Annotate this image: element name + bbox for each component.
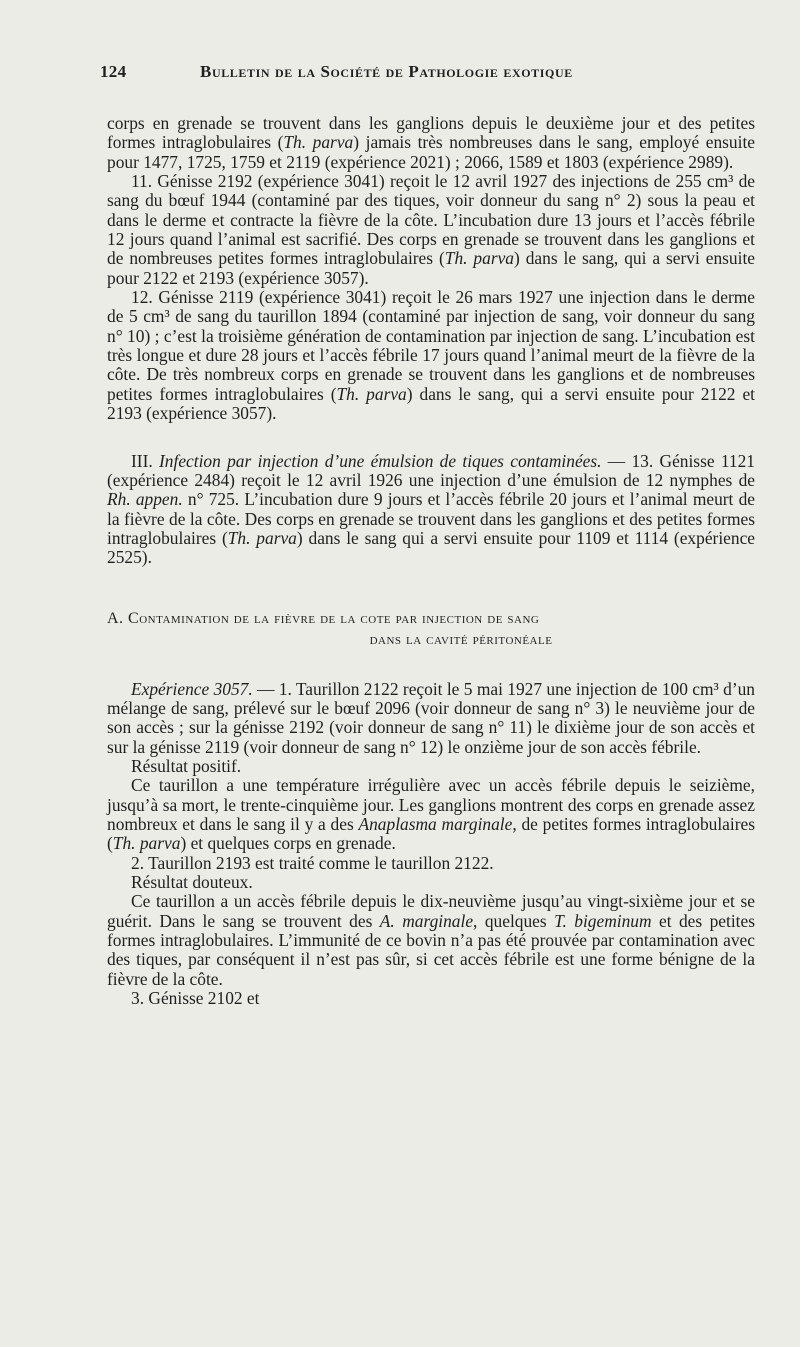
paragraph xyxy=(107,892,755,989)
text-run: Ce taurillon a une température irrégulière avec un accès fébrile depuis le seizième, jusqu’à sa mort, le trente-cinquième jour. Les ganglions montrent des corps en grenade assez nombreux et dans le sang il y a des xyxy=(107,775,755,834)
running-title: Bulletin de la Société de Pathologie exotique xyxy=(200,62,573,81)
text-run: , quelques xyxy=(473,910,555,931)
text-run: 12. Génisse 2119 (expérience 3041) reçoit le 26 mars 1927 une injection dans le derme de 5 cm³ de sang du taurillon 1894 (contaminé par injection de sang, voir donneur du sang n° 10) ; c’est la troisième génération de contamination par injection de sang. L’incubation est très longue et dure 28 jours et l’accès fébrile 17 jours quand l’animal meurt de la fièvre de la côte. De très nombreux corps en grenade se trouvent dans les ganglions et de nombreuses petites formes intraglobulaires ( xyxy=(107,287,755,404)
text-run: et des petites formes intraglobulaires. L’immunité de ce bovin n’a pas été prouvée par contamination avec des tiques, par conséquent il n’est pas sûr, si cet accès fébrile est une forme bénigne de la fièvre de la côte. xyxy=(107,910,755,989)
page-number: 124 xyxy=(100,62,127,81)
italic-text: Th. parva xyxy=(336,383,407,404)
text-run: Ce taurillon a un accès fébrile depuis le dix-neuvième jusqu’au vingt-sixième jour et se guérit. Dans le sang se trouvent des xyxy=(107,891,755,931)
italic-text: Th. parva xyxy=(112,833,181,854)
italic-text: Th. parva xyxy=(227,527,297,548)
paragraph xyxy=(107,989,755,1008)
text-block-1 xyxy=(107,114,755,568)
text-run: — 1. Taurillon 2122 reçoit le 5 mai 1927 une injection de 100 cm³ d’un mélange de sang, prélevé sur le bœuf 2096 (voir donneur de sang n° 3) le neuvième jour de son accès ; sur la génisse 2192 (voir donneur de sang n° 11) le dixième jour de son accès et sur la génisse 2119 (voir donneur de sang n° 12) le onzième jour de son accès fébrile. xyxy=(107,678,755,757)
text-run: ) jamais très nombreuses dans le sang, employé ensuite pour 1477, 1725, 1759 et 2119 (expérience 2021) ; 2066, 1589 et 1803 (expérience 2989). xyxy=(107,132,756,172)
paragraph-gap xyxy=(107,424,755,452)
text-run: 11. Génisse 2192 (expérience 3041) reçoit le 12 avril 1927 des injections de 255 cm³ de sang du bœuf 1944 (contaminé par des tiques, voir donneur du sang n° 2) sous la peau et dans le derme et contracte la fièvre de la côte. L’incubation dure 13 jours et l’accès fébrile 12 jours quand l’animal est sacrifié. Des corps en grenade se trouvent dans les ganglions et de nombreuses petites formes intraglobulaires ( xyxy=(107,171,755,269)
italic-text: Th. parva xyxy=(444,248,515,269)
article-body xyxy=(107,114,755,1008)
italic-text: Infection par injection d’une émulsion de tiques contaminées. xyxy=(159,450,602,471)
paragraph xyxy=(107,757,755,776)
paragraph xyxy=(107,452,755,568)
paragraph xyxy=(107,172,755,288)
italic-text: Anaplasma marginale xyxy=(358,813,513,834)
italic-text: T. bigeminum xyxy=(554,910,652,931)
paragraph xyxy=(107,288,755,423)
text-run: — 13. Génisse 1121 (expérience 2484) reçoit le 12 avril 1926 une injection d’une émulsion de 12 nymphes de xyxy=(107,450,755,490)
italic-text: Expérience 3057. xyxy=(131,678,253,699)
paragraph xyxy=(107,854,755,873)
text-run: 3. Génisse 2102 et xyxy=(131,988,260,1009)
text-run: ) dans le sang, qui a servi ensuite pour 2122 et 2193 (expérience 3057). xyxy=(107,248,755,288)
italic-text: Th. parva xyxy=(283,132,354,153)
paragraph xyxy=(107,873,755,892)
text-run: III. xyxy=(131,450,160,471)
paragraph xyxy=(107,114,755,172)
section-heading-line-2: dans la cavité péritonéale xyxy=(369,630,553,648)
text-run: ) et quelques corps en grenade. xyxy=(180,833,396,854)
text-run: Résultat douteux. xyxy=(131,872,253,892)
text-block-2 xyxy=(107,680,755,1009)
text-run: ) dans le sang qui a servi ensuite pour 1109 et 1114 (expérience 2525). xyxy=(107,527,756,568)
paragraph xyxy=(107,680,755,757)
paragraph xyxy=(107,776,755,853)
italic-text: A. marginale xyxy=(379,910,474,931)
text-run: 2. Taurillon 2193 est traité comme le taurillon 2122. xyxy=(131,852,494,873)
text-run: Résultat positif. xyxy=(131,755,242,776)
text-run: , de petites formes intraglobulaires ( xyxy=(107,813,755,854)
italic-text: Rh. appen. xyxy=(107,489,183,510)
text-run: n° 725. L’incubation dure 9 jours et l’accès fébrile 20 jours et l’animal meurt de la fièvre de la côte. Des corps en grenade se trouvent dans les ganglions et des petites formes intraglobulaires ( xyxy=(107,489,755,548)
text-run: corps en grenade se trouvent dans les ganglions depuis le deuxième jour et des petites formes intraglobulaires ( xyxy=(107,113,755,153)
section-heading-line-1: A. Contamination de la fièvre de la cote par injection de sang xyxy=(107,609,540,627)
section-heading xyxy=(107,608,755,650)
text-run: ) dans le sang, qui a servi ensuite pour 2122 et 2193 (expérience 3057). xyxy=(107,383,755,424)
